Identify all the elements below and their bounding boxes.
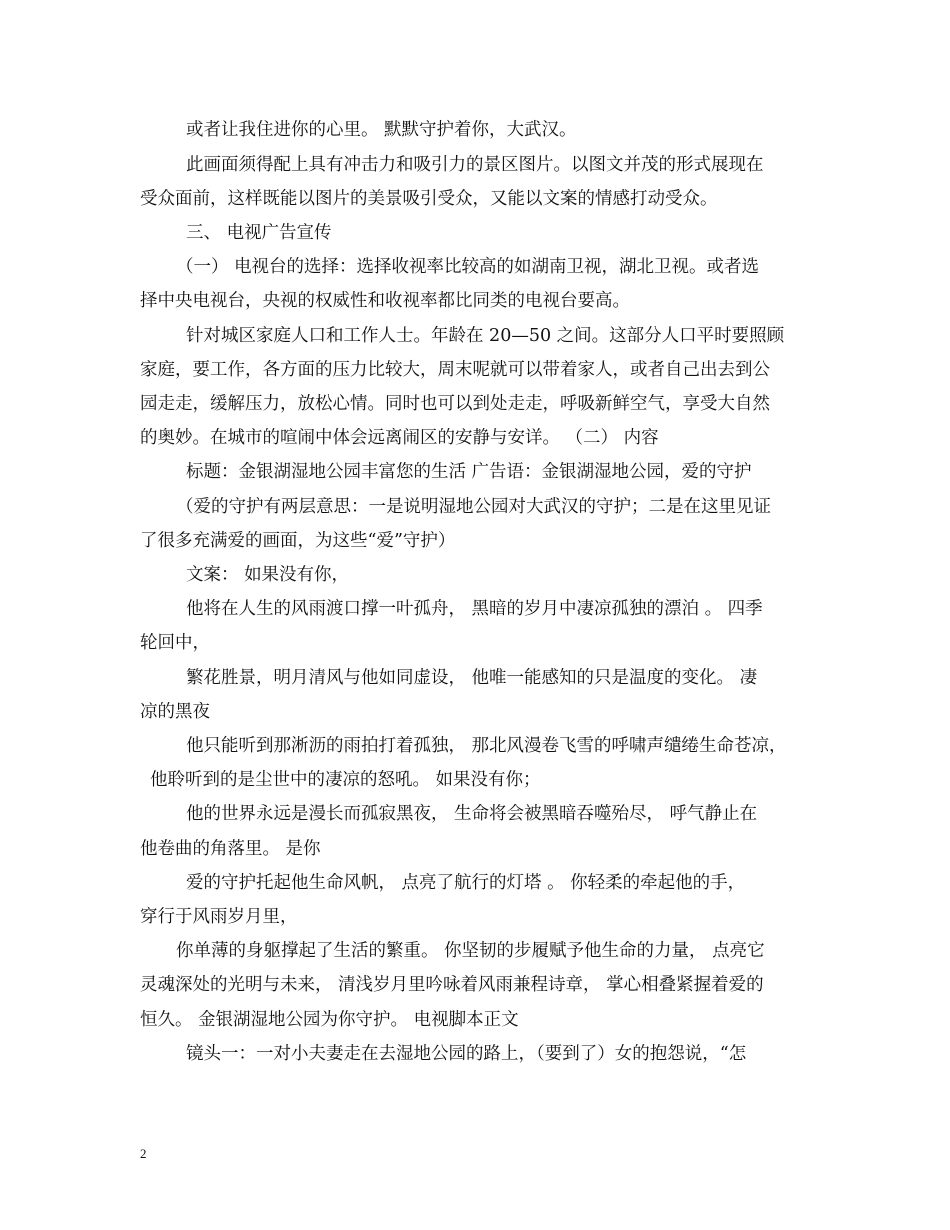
text-line: 恒久。 金银湖湿地公园为你守护。 电视脚本正文: [140, 1010, 519, 1030]
text-line: 了很多充满爱的画面，为这些“爱”守护）: [140, 531, 456, 551]
text-line: 爱的守护托起他生命风帆， 点亮了航行的灯塔 。 你轻柔的牵起他的手，: [186, 873, 746, 893]
text-line: 穿行于风雨岁月里，: [140, 907, 298, 927]
text-line: 他将在人生的风雨渡口撑一叶孤舟， 黑暗的岁月中凄凉孤独的漂泊 。 四季: [186, 599, 763, 619]
text-line: 轮回中，: [140, 633, 210, 653]
text-line: 他卷曲的角落里。 是你: [140, 839, 321, 859]
text-line: 文案： 如果没有你，: [186, 565, 350, 585]
text-line: （一） 电视台的选择：选择收视率比较高的如湖南卫视，湖北卫视。或者选: [176, 257, 760, 277]
text-line: 园走走，缓解压力，放松心情。同时也可以到处走走，呼吸新鲜空气，享受大自然: [140, 394, 770, 414]
text-line: 他聆听到的是尘世中的凄凉的怒吼。 如果没有你；: [150, 770, 541, 790]
text-line: 或者让我住进你的心里。 默默守护着你，大武汉。: [186, 120, 577, 140]
text-line: 他只能听到那淅沥的雨拍打着孤独， 那北风漫卷飞雪的呼啸声缱绻生命苍凉，: [186, 736, 787, 756]
text-line: 你单薄的身躯撑起了生活的繁重。 你坚韧的步履赋予他生命的力量， 点亮它: [176, 941, 765, 961]
text-line: 繁花胜景，明月清风与他如同虚设， 他唯一能感知的只是温度的变化。 凄: [186, 668, 758, 688]
text-line: 家庭，要工作，各方面的压力比较大，周末呢就可以带着家人，或者自己出去到公: [140, 360, 770, 380]
section-heading: 三、 电视广告宣传: [186, 223, 332, 243]
text-line: 针对城区家庭人口和工作人士。年龄在 20—50 之间。这部分人口平时要照顾: [186, 326, 785, 346]
text-line: 的奥妙。在城市的喧闹中体会远离闹区的安静与安详。 （二） 内容: [140, 428, 659, 448]
text-line: 受众面前，这样既能以图片的美景吸引受众，又能以文案的情感打动受众。: [140, 189, 718, 209]
text-line: 标题：金银湖湿地公园丰富您的生活 广告语：金银湖湿地公园，爱的守护: [186, 462, 752, 482]
text-line: 凉的黑夜: [140, 702, 210, 722]
text-line: 此画面须得配上具有冲击力和吸引力的景区图片。以图文并茂的形式展现在: [186, 155, 764, 175]
text-line: 他的世界永远是漫长而孤寂黑夜， 生命将会被黑暗吞噬殆尽， 呼气静止在: [186, 804, 758, 824]
page-number: 2: [140, 1146, 147, 1161]
text-line: 择中央电视台，央视的权威性和收视率都比同类的电视台要高。: [140, 291, 630, 311]
text-line: 灵魂深处的光明与未来， 清浅岁月里吟咏着风雨兼程诗章， 掌心相叠紧握着爱的: [140, 975, 764, 995]
text-line: （爱的守护有两层意思：一是说明湿地公园对大武汉的守护；二是在这里见证: [176, 497, 771, 517]
text-line: 镜头一：一对小夫妻走在去湿地公园的路上，（要到了）女的抱怨说，“怎: [186, 1044, 747, 1064]
